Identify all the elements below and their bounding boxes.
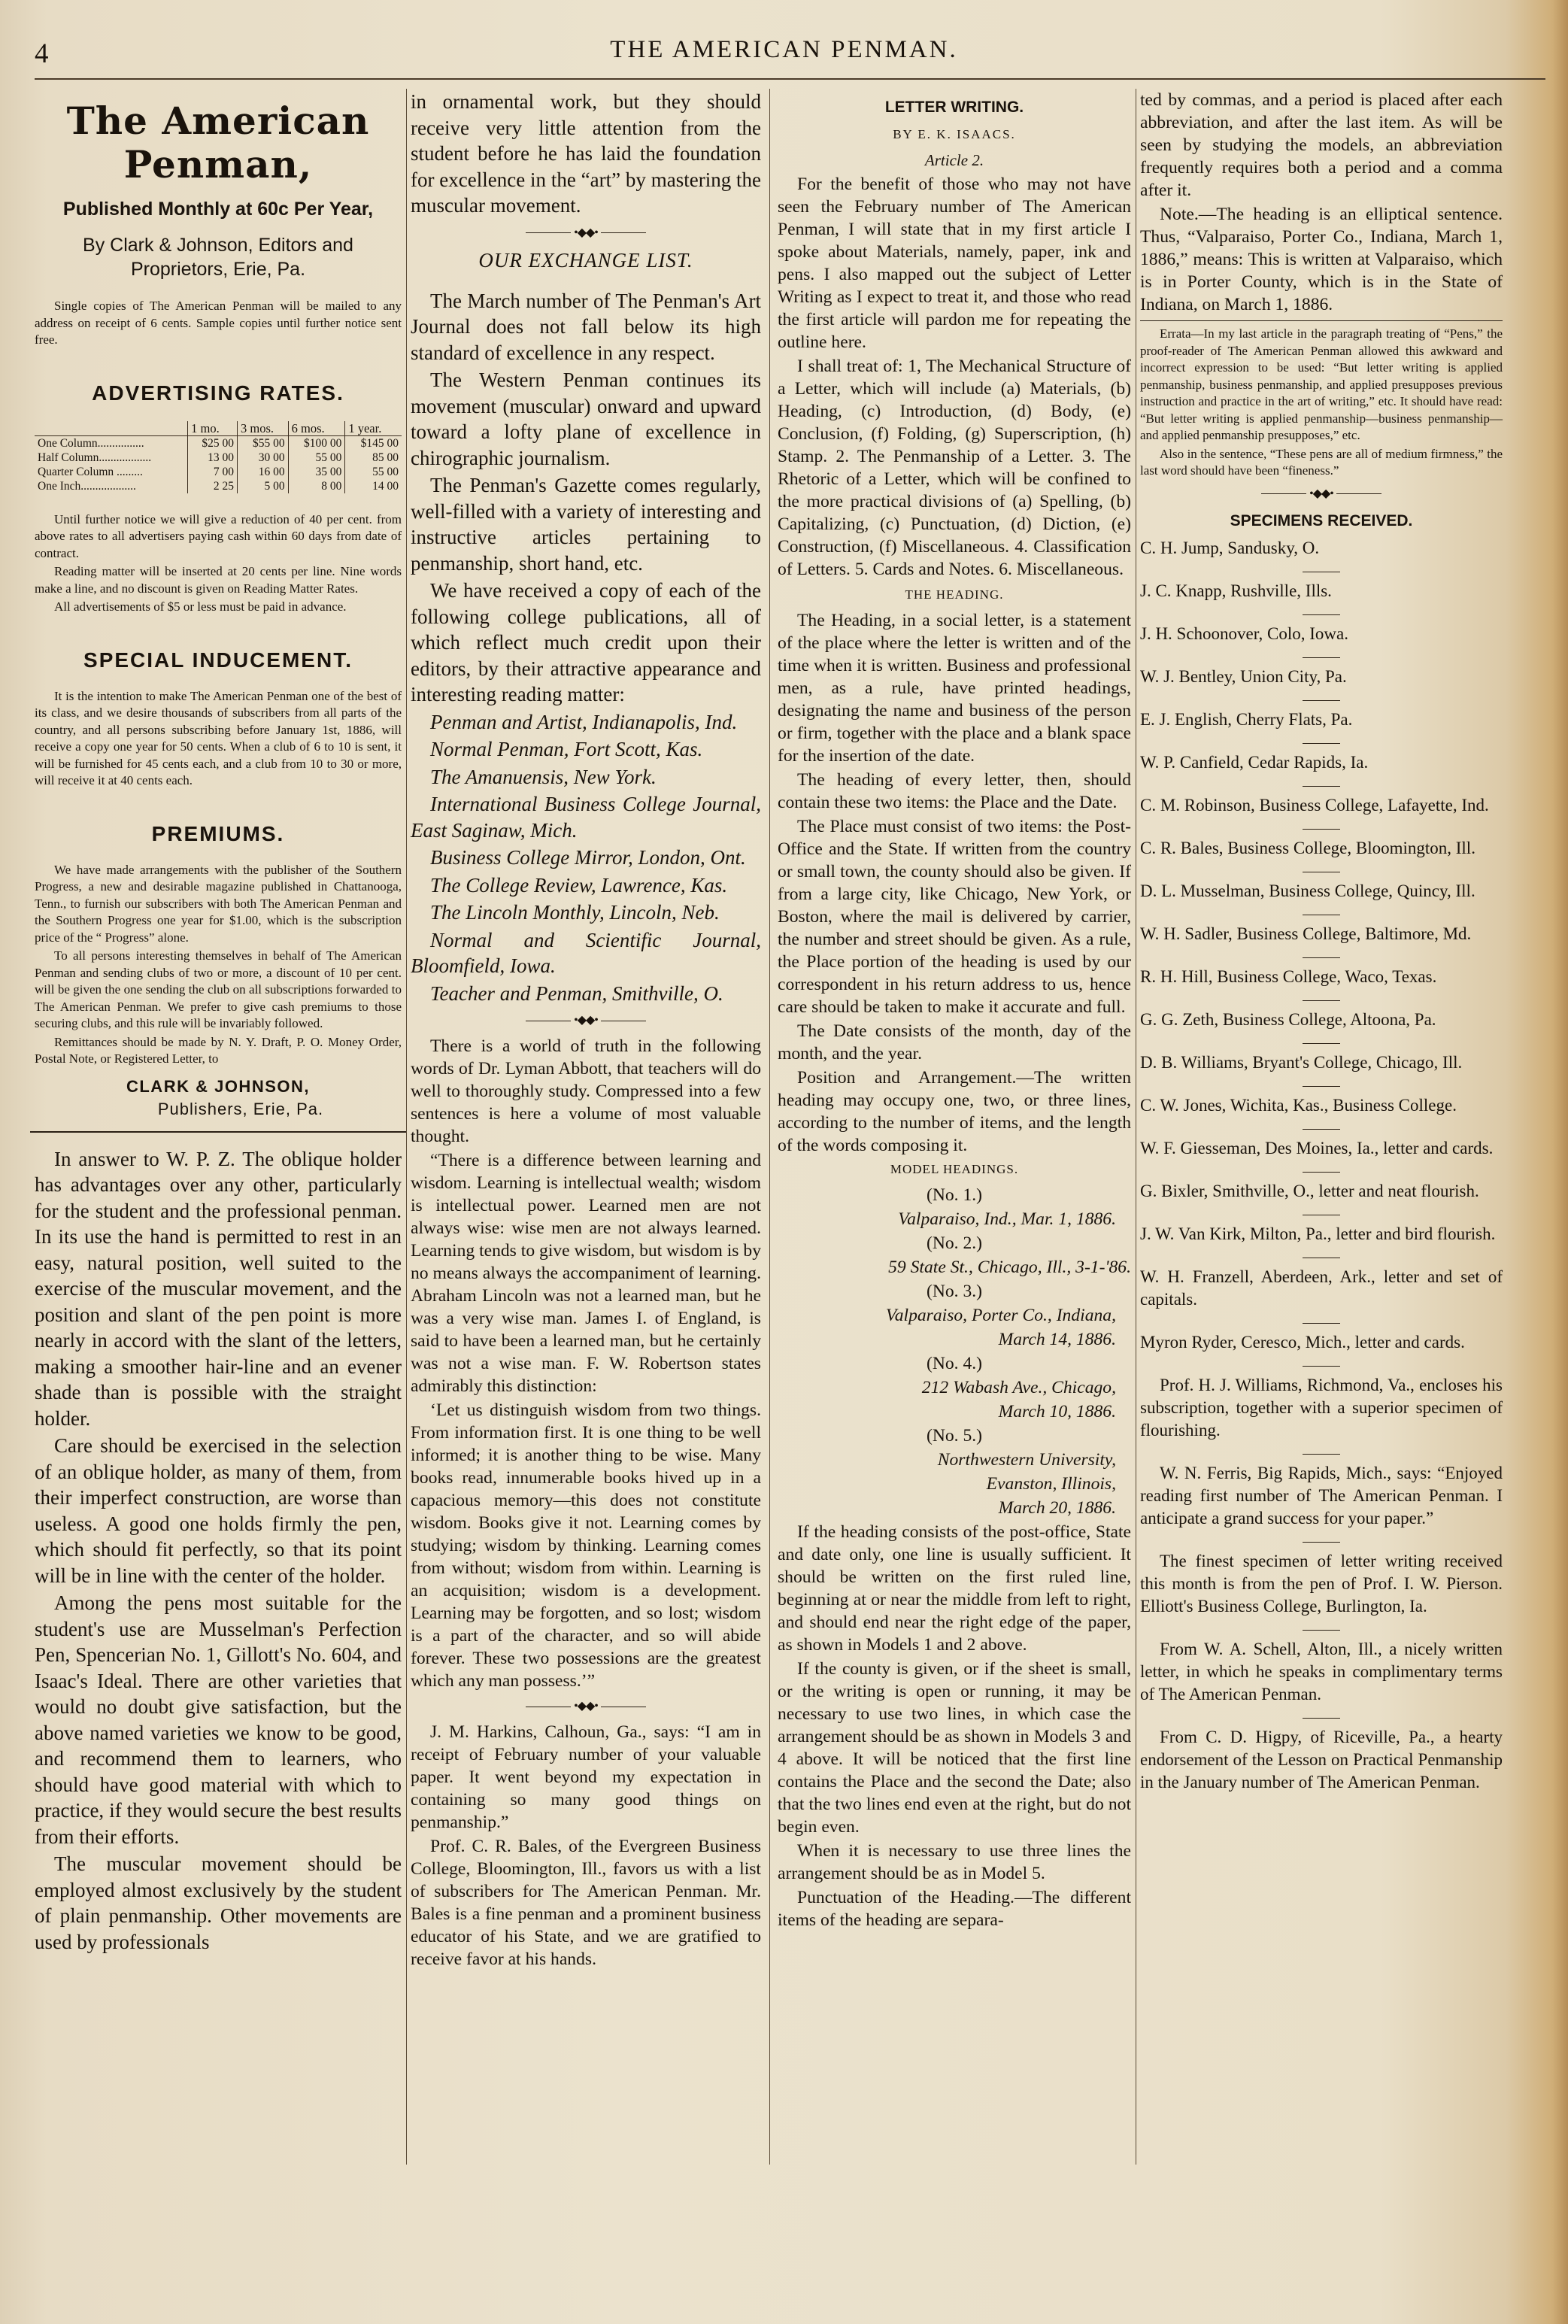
specimen-item: D. L. Musselman, Business College, Quincy, Ill.	[1140, 881, 1475, 900]
exchange-paragraph: The Penman's Gazette comes regularly, well-filled with a variety of interesting and instructive articles pertaining to penmanship, short hand, etc.	[411, 474, 761, 575]
answer-paragraph: In answer to W. P. Z. The oblique holder has advantages over any other, particularly for the student and the professional penman. In its use the hand is permitted to rest in an easy, natural position, well suited to the exercise of the muscular movement, and the position and slant of the pen point is more nearly in accord with the slant of the letters, making a smoother hair-line and an evener shade than is possible with the straight holder.	[35, 1147, 402, 1430]
model-label: (No. 2.)	[926, 1233, 983, 1253]
item-divider	[1140, 1036, 1503, 1044]
exchange-list-heading: OUR EXCHANGE LIST.	[478, 248, 693, 272]
specimen-item: From W. A. Schell, Alton, Ill., a nicely written letter, in which he speaks in complimentary terms of The American Penman.	[1140, 1639, 1503, 1704]
model-heading: March 10, 1886.	[998, 1402, 1116, 1421]
publication-item: Normal Penman, Fort Scott, Kas.	[430, 738, 703, 760]
item-divider	[1140, 864, 1503, 872]
premiums-paragraph: We have made arrangements with the publisher of the Southern Progress, a new and desirable magazine published in Chattanooga, Tenn., to furnish our subscribers with both The American Penman and the Southern Progress one year for $1.00, which is the subscription price of the “ Progress” alone.	[35, 862, 402, 945]
errata-paragraph: Also in the sentence, “These pens are all of medium firmness,” the last word should have been “fineness.”	[1140, 446, 1503, 478]
article-paragraph: If the county is given, or if the sheet is small, or the writing is open or running, it may be necessary to use two lines, in which case the arrangement should be as shown in Models 3 and 4 above. It will be noticed that the first line contains the Place and the second the Date; also that the two lines end even at the right, but do not begin even.	[778, 1659, 1131, 1837]
specimen-item: C. W. Jones, Wichita, Kas., Business College.	[1140, 1095, 1457, 1115]
specimen-item: W. H. Franzell, Aberdeen, Ark., letter and set of capitals.	[1140, 1267, 1503, 1309]
model-heading: Valparaiso, Ind., Mar. 1, 1886.	[898, 1209, 1116, 1229]
specimen-item: W. N. Ferris, Big Rapids, Mich., says: “Enjoyed reading first number of The American Penman. I anticipate a grand success for your paper.”	[1140, 1463, 1503, 1528]
article-paragraph: If the heading consists of the post-office, State and date only, one line is usually sufficient. It should be written on the first ruled line, beginning at or near the middle from left to right, and should end near the right edge of the paper, as shown in Models 1 and 2 above.	[778, 1522, 1131, 1655]
model-heading: 59 State St., Chicago, Ill., 3-1-'86.	[888, 1258, 1131, 1277]
table-row: Quarter Column ......... 7 00 16 00 35 00 55 00	[35, 465, 402, 479]
answer-paragraph: Care should be exercised in the selection of an oblique holder, as many of them, from their imperfect construction, are worse than useless. A good one holds firmly the pen, which should fit perfectly, so that its point will be in line with the center of the holder.	[35, 1434, 402, 1587]
model-heading: March 14, 1886.	[998, 1330, 1116, 1349]
header-rule	[35, 78, 1545, 80]
item-divider	[1140, 1164, 1503, 1173]
publisher-location: Publishers, Erie, Pa.	[157, 1099, 324, 1118]
item-divider	[1140, 778, 1503, 787]
item-divider	[1140, 821, 1503, 830]
item-divider	[1140, 1250, 1503, 1258]
article-paragraph: The heading of every letter, then, should contain these two items: the Place and the Date.	[778, 770, 1131, 812]
running-title: THE AMERICAN PENMAN.	[610, 36, 958, 63]
item-divider	[1140, 1315, 1503, 1324]
specimen-item: From C. D. Higpy, of Riceville, Pa., a hearty endorsement of the Lesson on Practical Penmanship in the January number of The American Penman.	[1140, 1727, 1503, 1792]
item-divider	[1140, 564, 1503, 572]
specimen-item: J. C. Knapp, Rushville, Ills.	[1140, 581, 1332, 600]
section-rule	[30, 1131, 406, 1133]
specimen-item: Myron Ryder, Ceresco, Mich., letter and cards.	[1140, 1332, 1465, 1352]
column-rule	[406, 89, 407, 2165]
article-paragraph: Position and Arrangement.—The written heading may occupy one, two, or three lines, according to the number of items, and the length of the words composing it.	[778, 1068, 1131, 1155]
errata-paragraph: Errata—In my last article in the paragraph treating of “Pens,” the proof-reader of The American Penman allowed this awkward and incorrect expression to be used: “But letter writing is applied penmanship, business penmanship, and applied presupposes previous instruction and practice in the art of writing,” etc. It should have read: “But letter writing is applied penmanship—business penmanship—and applied penmanship presupposes,” etc.	[1140, 326, 1503, 442]
model-heading: Northwestern University,	[937, 1450, 1116, 1470]
specimen-item: C. M. Robinson, Business College, Lafayette, Ind.	[1140, 795, 1489, 815]
specimen-item: W. F. Giesseman, Des Moines, Ia., letter and cards.	[1140, 1138, 1494, 1157]
specimen-item: W. P. Canfield, Cedar Rapids, Ia.	[1140, 752, 1369, 772]
specimen-item: The finest specimen of letter writing received this month is from the pen of Prof. I. W. Pierson. Elliott's Business College, Burlington, Ia.	[1140, 1551, 1503, 1616]
model-heading: Valparaiso, Porter Co., Indiana,	[885, 1306, 1116, 1325]
item-divider	[1140, 1622, 1503, 1631]
adv-paragraph: All advertisements of $5 or less must be paid in advance.	[54, 599, 347, 614]
masthead-editors: By Clark & Johnson, Editors and Proprietors, Erie, Pa.	[83, 235, 353, 280]
item-divider	[1140, 1358, 1503, 1367]
item-divider	[1140, 907, 1503, 915]
continued-paragraph: in ornamental work, but they should receive very little attention from the student before he has laid the foundation for excellence in the “art” by mastering the muscular movement.	[411, 90, 761, 217]
specimen-item: C. R. Bales, Business College, Bloomington, Ill.	[1140, 838, 1475, 857]
item-divider	[1140, 993, 1503, 1001]
answer-paragraph: The muscular movement should be employed almost exclusively by the student of plain penmanship. Other movements are used by professionals	[35, 1852, 402, 1953]
ornament-separator: •◆◆•	[411, 1698, 761, 1715]
exchange-paragraph: We have received a copy of each of the following college publications, all of which reflect much credit upon their editors, by their attractive appearance and interesting reading matter:	[411, 579, 761, 705]
model-label: (No. 4.)	[926, 1354, 983, 1373]
model-heading: 212 Wabash Ave., Chicago,	[921, 1378, 1116, 1397]
item-divider	[1140, 1207, 1503, 1215]
specimens-list	[1140, 537, 1503, 1794]
item-divider	[1140, 1710, 1503, 1719]
item-divider	[1140, 1534, 1503, 1543]
abbott-quote: ‘Let us distinguish wisdom from two things. From information first. It is one thing to be well informed; it is another thing to be wise. Many books read, innumerable books hived up in a capacious memory—this does not constitute wisdom. Books give it not. Learning comes by studying; wisdom by thinking. Learning comes from without; wisdom from within. Learning is an acquisition; wisdom is a development. Learning may be forgotten, and so lost; wisdom is a part of the character, and so will abide forever. These two possessions are the greatest which any man possess.’”	[411, 1400, 761, 1691]
publication-item: The Amanuensis, New York.	[430, 765, 657, 788]
column-4	[1140, 89, 1503, 1794]
article-paragraph: Punctuation of the Heading.—The different items of the heading are separa-	[778, 1888, 1131, 1930]
article-paragraph: I shall treat of: 1, The Mechanical Structure of a Letter, which will include (a) Materials, (b) Heading, (c) Introduction, (d) Body, (e) Conclusion, (f) Folding, (g) Superscription, (h) Stamp. 2. The Penmanship of a Letter. 3. The Rhetoric of a Letter, which will be confined to the more practical divisions of (a) Spelling, (b) Capitalizing, (c) Punctuation, (d) Diction, (e) Construction, (f) Miscellaneous. 4. Classification of Letters. 5. Cards and Notes. 6. Miscellaneous.	[778, 356, 1131, 579]
item-divider	[1140, 1079, 1503, 1087]
article-paragraph: When it is necessary to use three lines the arrangement should be as in Model 5.	[778, 1841, 1131, 1883]
publication-item: The College Review, Lawrence, Kas.	[430, 873, 728, 897]
article-paragraph: ted by commas, and a period is placed after each abbreviation, and after the last item. As will be seen by studying the models, an abbreviation frequently requires both a period and a comma after it.	[1140, 90, 1503, 200]
section-rule	[1140, 320, 1503, 321]
specimen-item: D. B. Williams, Bryant's College, Chicago, Ill.	[1140, 1052, 1463, 1072]
column-1	[35, 89, 402, 1956]
model-heading: March 20, 1886.	[998, 1498, 1116, 1518]
byline: BY E. K. ISAACS.	[893, 127, 1016, 141]
column-3	[778, 89, 1131, 1933]
letter-writing-heading: LETTER WRITING.	[884, 99, 1024, 116]
premiums-paragraph: Remittances should be made by N. Y. Draft, P. O. Money Order, Postal Note, or Registered Letter, to	[35, 1034, 402, 1066]
specimen-item: E. J. English, Cherry Flats, Pa.	[1140, 709, 1353, 729]
item-divider	[1140, 607, 1503, 615]
model-heading: Evanston, Illinois,	[986, 1474, 1116, 1494]
ornament-separator: •◆◆•	[411, 1012, 761, 1029]
item-divider	[1140, 950, 1503, 958]
item-divider	[1140, 736, 1503, 744]
specimen-item: R. H. Hill, Business College, Waco, Texas.	[1140, 966, 1437, 986]
publication-item: Teacher and Penman, Smithville, O.	[430, 981, 723, 1005]
single-copies-notice: Single copies of The American Penman will be mailed to any address on receipt of 6 cents. Sample copies until further notice sent free.	[35, 299, 402, 347]
publisher-name: CLARK & JOHNSON,	[126, 1076, 310, 1096]
table-row: One Inch................... 2 25 5 00 8 00 14 00	[35, 479, 402, 493]
masthead-title: The American Penman,	[66, 99, 370, 187]
premiums-heading: PREMIUMS.	[151, 821, 285, 845]
article-paragraph: Note.—The heading is an elliptical sentence. Thus, “Valparaiso, Porter Co., Indiana, March 1, 1886,” means: This is written at Valparaiso, which is in Porter County, which is in the State of Indiana, on March 1, 1886.	[1140, 205, 1503, 314]
model-label: (No. 1.)	[926, 1185, 983, 1205]
specimen-item: W. H. Sadler, Business College, Baltimore, Md.	[1140, 924, 1472, 943]
specimen-item: Prof. H. J. Williams, Richmond, Va., encloses his subscription, together with a superior specimen of flourishing.	[1140, 1375, 1503, 1440]
bales-paragraph: Prof. C. R. Bales, of the Evergreen Business College, Bloomington, Ill., favors us with a list of subscribers for The American Penman. Mr. Bales is a fine penman and a prominent business educator of his State, and we are gratified to receive favor at his hands.	[411, 1837, 761, 1969]
column-2	[411, 89, 761, 1972]
specimen-item: J. H. Schoonover, Colo, Iowa.	[1140, 623, 1348, 643]
premiums-paragraph: To all persons interesting themselves in behalf of The American Penman and sending clubs of two or more, a discount of 10 per cent. will be given the one sending the club on all subscriptions forwarded to The American Penman. We prefer to give cash premiums to those securing clubs, and this rule will be invariably followed.	[35, 948, 402, 1030]
column-rule	[769, 89, 770, 2165]
subheading: MODEL HEADINGS.	[890, 1162, 1019, 1176]
specimen-item: W. J. Bentley, Union City, Pa.	[1140, 666, 1347, 686]
abbott-quote: “There is a difference between learning and wisdom. Learning is intellectual wealth; wisdom is intellectual power. Learned men are not always wise: wise men are not always learned. Learning tends to give wisdom, but wisdom is by no means always the accompaniment of learning. Abraham Lincoln was not a learned man, but he was a very wise man. James I. of England, is said to have been a learned man, but he certainly was not a wise man. F. W. Robertson states admirably this distinction:	[411, 1151, 761, 1396]
table-row: One Column................ $25 00 $55 00 $100 00 $145 00	[35, 435, 402, 451]
item-divider	[1140, 1446, 1503, 1455]
specimen-item: G. Bixler, Smithville, O., letter and neat flourish.	[1140, 1181, 1479, 1200]
specimen-item: C. H. Jump, Sandusky, O.	[1140, 538, 1320, 557]
answer-paragraph: Among the pens most suitable for the student's use are Musselman's Perfection Pen, Spencerian No. 1, Gillott's No. 604, and Isaac's Ideal. There are other varieties that would no doubt give satisfaction, but the above named varieties we know to be good, and recommend them to learners, who should have good material with which to practice, if they would secure the best results from their efforts.	[35, 1591, 402, 1848]
publication-item: International Business College Journal, East Saginaw, Mich.	[411, 793, 761, 842]
inducement-paragraph: It is the intention to make The American Penman one of the best of its class, and we desire thousands of subscribers from all parts of the country, and all persons subscribing before January 1st, 1886, will receive a copy one year for 50 cents. When a club of 6 to 10 is sent, it will be furnished for 45 cents each, and a club from 10 to 30 or more, will receive it at 40 cents each.	[35, 688, 402, 787]
model-label: (No. 5.)	[926, 1426, 983, 1446]
article-number: Article 2.	[924, 151, 984, 169]
article-paragraph: The Place must consist of two items: the Post-Office and the State. If written from the country or small town, the county should also be given. If from a large city, like Chicago, New York, or Boston, where the mail is delivered by carrier, the number and street should be given. As a rule, the Place portion of the heading is used by our correspondent in his return address to us, hence care should be taken to make it accurate and full.	[778, 817, 1131, 1017]
adv-paragraph: Reading matter will be inserted at 20 cents per line. Nine words make a line, and no discount is given on Reading Matter Rates.	[35, 564, 402, 596]
subheading: THE HEADING.	[905, 587, 1004, 602]
page-number: 4	[35, 38, 49, 69]
exchange-paragraph: The March number of The Penman's Art Journal does not fall below its high standard of excellence in any respect.	[411, 289, 761, 364]
specimen-item: G. G. Zeth, Business College, Altoona, Pa.	[1140, 1009, 1436, 1029]
model-label: (No. 3.)	[926, 1282, 983, 1301]
publication-item: Penman and Artist, Indianapolis, Ind.	[430, 710, 738, 733]
masthead-subtitle: Published Monthly at 60c Per Year,	[62, 199, 374, 220]
advertising-rates-heading: ADVERTISING RATES.	[92, 381, 344, 405]
ornament-separator: •◆◆•	[411, 225, 761, 241]
special-inducement-heading: SPECIAL INDUCEMENT.	[83, 648, 353, 672]
abbott-paragraph: There is a world of truth in the following words of Dr. Lyman Abbott, that teachers will do well to thoroughly study. Compressed into a few sentences is here a volume of most valuable thought.	[411, 1036, 761, 1146]
article-paragraph: The Date consists of the month, day of the month, and the year.	[778, 1021, 1131, 1063]
specimens-heading: SPECIMENS RECEIVED.	[1230, 511, 1413, 529]
item-divider	[1140, 1121, 1503, 1130]
harkins-paragraph: J. M. Harkins, Calhoun, Ga., says: “I am in receipt of February number of your valuable paper. It went beyond my expectation in containing so many good things on penmanship.”	[411, 1722, 761, 1832]
article-paragraph: For the benefit of those who may not have seen the February number of The American Penman, I will state that in my first article I spoke about Materials, namely, paper, ink and pens. I also mapped out the subject of Letter Writing as I expect to treat it, and those who read the first article will pardon me for repeating the outline here.	[778, 174, 1131, 352]
publication-item: Business College Mirror, London, Ont.	[430, 846, 746, 869]
item-divider	[1140, 693, 1503, 701]
specimen-item: J. W. Van Kirk, Milton, Pa., letter and bird flourish.	[1140, 1224, 1496, 1243]
article-paragraph: The Heading, in a social letter, is a statement of the place where the letter is written and of the time when it is written. Business and professional men, as a rule, have printed headings, designating the name and business of the person or firm, together with the place and a blank space for the insertion of the date.	[778, 611, 1131, 766]
rates-table: 1 mo. 3 mos. 6 mos. 1 year. One Column................ $25 00 $55 00 $100 00 $145 00 Half Column.................. 13 00 30 00 55 00 85 00 Quarter Column ......... 7 00 16 00 35 00 55 00 One Inch................... 2 25 5 00 8 00 14 00	[35, 421, 402, 493]
publication-item: Normal and Scientific Journal, Bloomfield, Iowa.	[411, 928, 761, 977]
exchange-paragraph: The Western Penman continues its movement (muscular) onward and upward toward a lofty plane of excellence in chirographic journalism.	[411, 369, 761, 469]
adv-paragraph: Until further notice we will give a reduction of 40 per cent. from above rates to all advertisers paying cash within 60 days from date of contract.	[35, 511, 402, 560]
item-divider	[1140, 650, 1503, 658]
ornament-separator: •◆◆•	[1140, 486, 1503, 502]
table-row: Half Column.................. 13 00 30 00 55 00 85 00	[35, 451, 402, 465]
publication-item: The Lincoln Monthly, Lincoln, Neb.	[430, 901, 720, 924]
